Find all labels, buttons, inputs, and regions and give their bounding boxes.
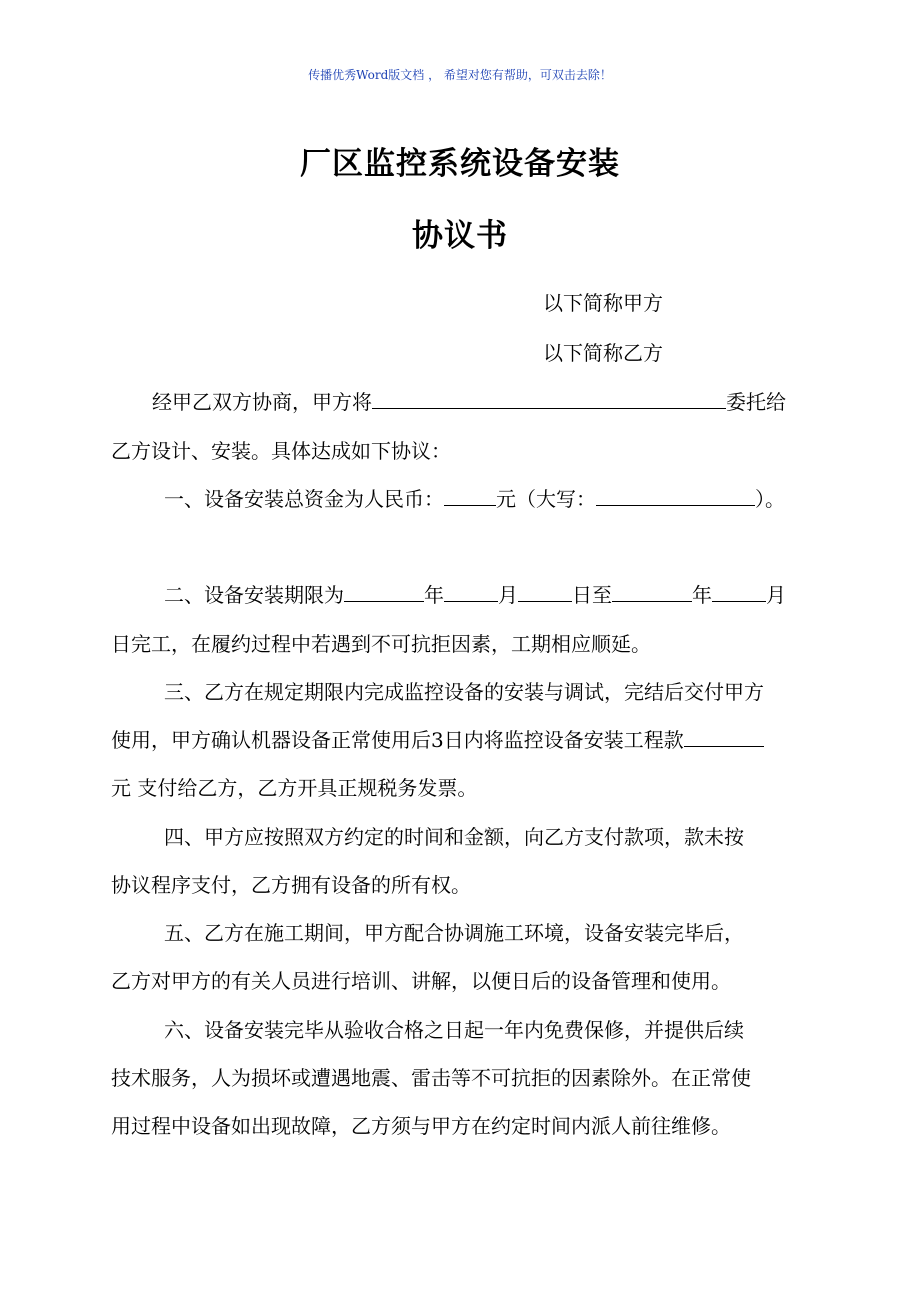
start-year-label: 年 — [424, 583, 444, 607]
intro-line-2: 乙方设计、安装。具体达成如下协议： — [111, 439, 451, 463]
intro-text-a: 经甲乙双方协商，甲方将 — [152, 390, 372, 414]
clause-2-text-a: 二、设备安装期限为 — [164, 583, 344, 607]
start-day-label: 日至 — [572, 583, 612, 607]
clause-3-line-3: 元 支付给乙方，乙方开具正规税务发票。 — [111, 776, 478, 800]
clause-3-text: 使用，甲方确认机器设备正常使用后3日内将监控设备安装工程款 — [111, 728, 684, 752]
start-month-label: 月 — [498, 583, 518, 607]
clause-2-line-2: 日完工，在履约过程中若遇到不可抗拒因素，工期相应顺延。 — [111, 632, 651, 656]
party-b-label: 以下简称乙方 — [543, 341, 663, 365]
end-month-label: 月 — [766, 583, 786, 607]
clause-1 — [164, 483, 785, 512]
clause-4-line-1: 四、甲方应按照双方约定的时间和金额，向乙方支付款项，款未按 — [164, 825, 744, 849]
payment-amount-blank[interactable] — [684, 726, 764, 747]
end-year-blank[interactable] — [612, 581, 692, 602]
clause-6-line-2: 技术服务，人为损坏或遭遇地震、雷击等不可抗拒的因素除外。在正常使 — [111, 1066, 751, 1090]
clause-6-line-3: 用过程中设备如出现故障，乙方须与甲方在约定时间内派人前往维修。 — [111, 1114, 731, 1138]
amount-figures-blank[interactable] — [444, 485, 496, 506]
clause-6-line-1: 六、设备安装完毕从验收合格之日起一年内免费保修，并提供后续 — [164, 1018, 744, 1042]
end-year-label: 年 — [692, 583, 712, 607]
clause-4-line-2: 协议程序支付，乙方拥有设备的所有权。 — [111, 873, 471, 897]
party-a-label: 以下简称甲方 — [543, 291, 663, 315]
clause-5-line-2: 乙方对甲方的有关人员进行培训、讲解，以便日后的设备管理和使用。 — [111, 969, 731, 993]
clause-3-line-1: 三、乙方在规定期限内完成监控设备的安装与调试，完结后交付甲方 — [164, 680, 764, 704]
clause-1-text-b: 元（大写： — [496, 487, 596, 511]
intro-text-b: 委托给 — [726, 390, 786, 414]
start-month-blank[interactable] — [444, 581, 498, 602]
clause-5-line-1: 五、乙方在施工期间，甲方配合协调施工环境，设备安装完毕后， — [164, 921, 744, 945]
intro-line-1 — [152, 386, 786, 415]
header-note: 传播优秀Word版文档 ， 希望对您有帮助，可双击去除！ — [308, 68, 612, 82]
start-day-blank[interactable] — [518, 581, 572, 602]
document-subtitle: 协议书 — [412, 218, 508, 254]
clause-3-line-2 — [111, 724, 764, 753]
entrusted-project-blank[interactable] — [372, 388, 726, 409]
end-month-blank[interactable] — [712, 581, 766, 602]
document-title: 厂区监控系统设备安装 — [300, 146, 620, 182]
clause-1-text-c: ）。 — [755, 487, 785, 511]
amount-words-blank[interactable] — [596, 485, 755, 506]
clause-2-line-1 — [164, 579, 786, 608]
clause-1-text-a: 一、设备安装总资金为人民币： — [164, 487, 444, 511]
start-year-blank[interactable] — [344, 581, 424, 602]
